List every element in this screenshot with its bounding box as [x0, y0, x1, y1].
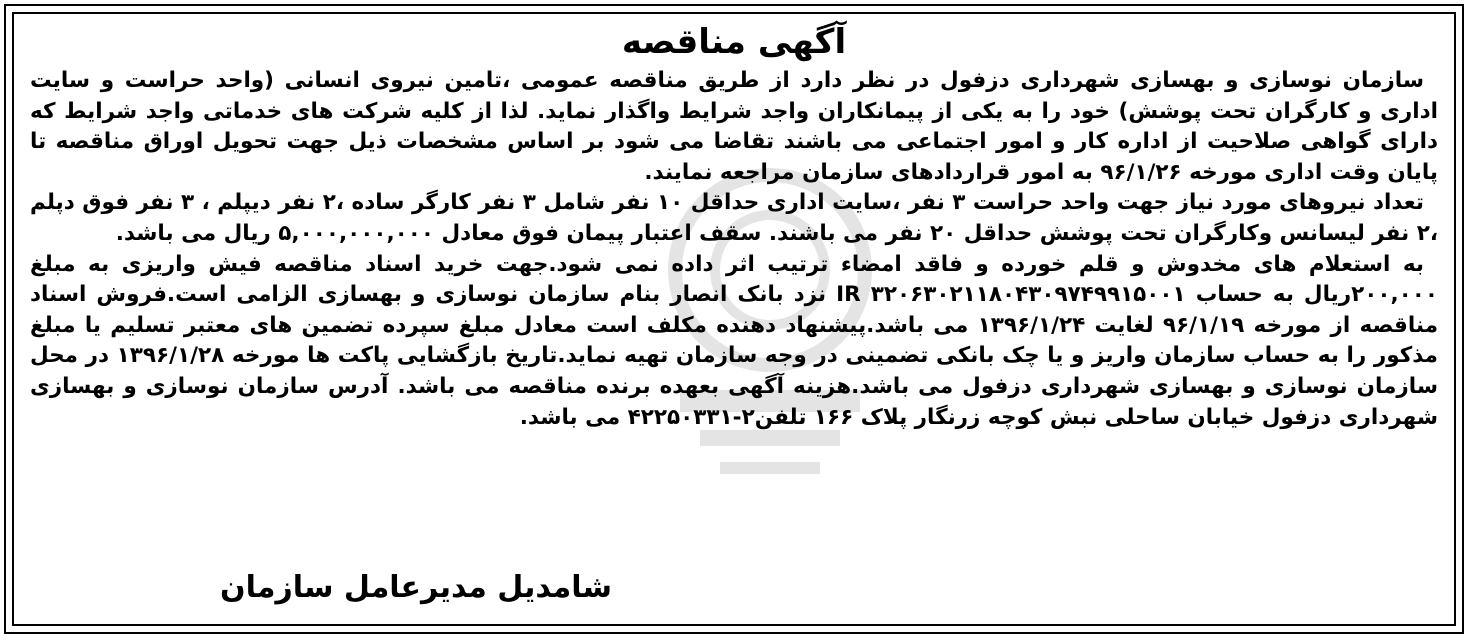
paragraph-intro: سازمان نوسازی و بهسازی شهرداری دزفول در نظر دارد از طریق مناقصه عمومی ،تامین نیروی انسانی (واحد حراست و سایت اداری و کارگران تحت پوشش) خود را به یکی از پیمانکاران واجد شرایط واگذار نماید. لذا از کلیه شرکت های خدماتی واجد شرایط که دارای گواهی صلاحیت از اداره کار و امور اجتماعی می باشند تقاضا می شود بر اساس مشخصات ذیل جهت تحویل اوراق مناقصه تا پایان وقت اداری مورخه ۹۶/۱/۲۶ به امور قراردادهای سازمان مراجعه نمایند.	[30, 68, 1438, 185]
signature: شامدیل مدیرعامل سازمان	[220, 570, 613, 605]
notice-body	[30, 66, 1438, 433]
paragraph-conditions: به استعلام های مخدوش و قلم خورده و فاقد امضاء ترتیب اثر داده نمی شود.جهت خرید اسناد مناقصه فیش واریزی به مبلغ ۲۰۰,۰۰۰ریال به حساب IR ۳۲۰۶۳۰۲۱۱۸۰۴۳۰۹۷۴۹۹۱۵۰۰۱ نزد بانک انصار بنام سازمان نوسازی و بهسازی الزامی است.فروش اسناد مناقصه از مورخه ۹۶/۱/۱۹ لغایت ۱۳۹۶/۱/۲۴ می باشد.پیشنهاد دهنده مکلف است معادل مبلغ سپرده تضمین های معتبر تسلیم یا مبلغ مذکور را به حساب سازمان واریز و یا چک بانکی تضمینی در وجه سازمان تهیه نماید.تاریخ بازگشایی پاکت ها مورخه ۱۳۹۶/۱/۲۸ در محل سازمان نوسازی و بهسازی شهرداری دزفول می باشد.هزینه آگهی بعهده برنده مناقصه می باشد. آدرس سازمان نوسازی و بهسازی شهرداری دزفول خیابان ساحلی نبش کوچه زرنگار پلاک ۱۶۶ تلفن۲-۴۲۲۵۰۳۳۱ می باشد.	[30, 251, 1439, 430]
paragraph-staffing: تعداد نیروهای مورد نیاز جهت واحد حراست ۳ نفر ،سایت اداری حداقل ۱۰ نفر شامل ۳ نفر کارگر ساده ،۲ نفر دیپلم ، ۳ نفر فوق دپلم ،۲ نفر لیسانس وکارگران تحت پوشش حداقل ۲۰ نفر می باشند. سقف اعتبار پیمان فوق معادل ۵,۰۰۰,۰۰۰,۰۰۰ ریال می باشد.	[30, 190, 1438, 246]
tender-notice	[30, 20, 1438, 433]
notice-title: آگهی مناقصه	[621, 22, 847, 62]
